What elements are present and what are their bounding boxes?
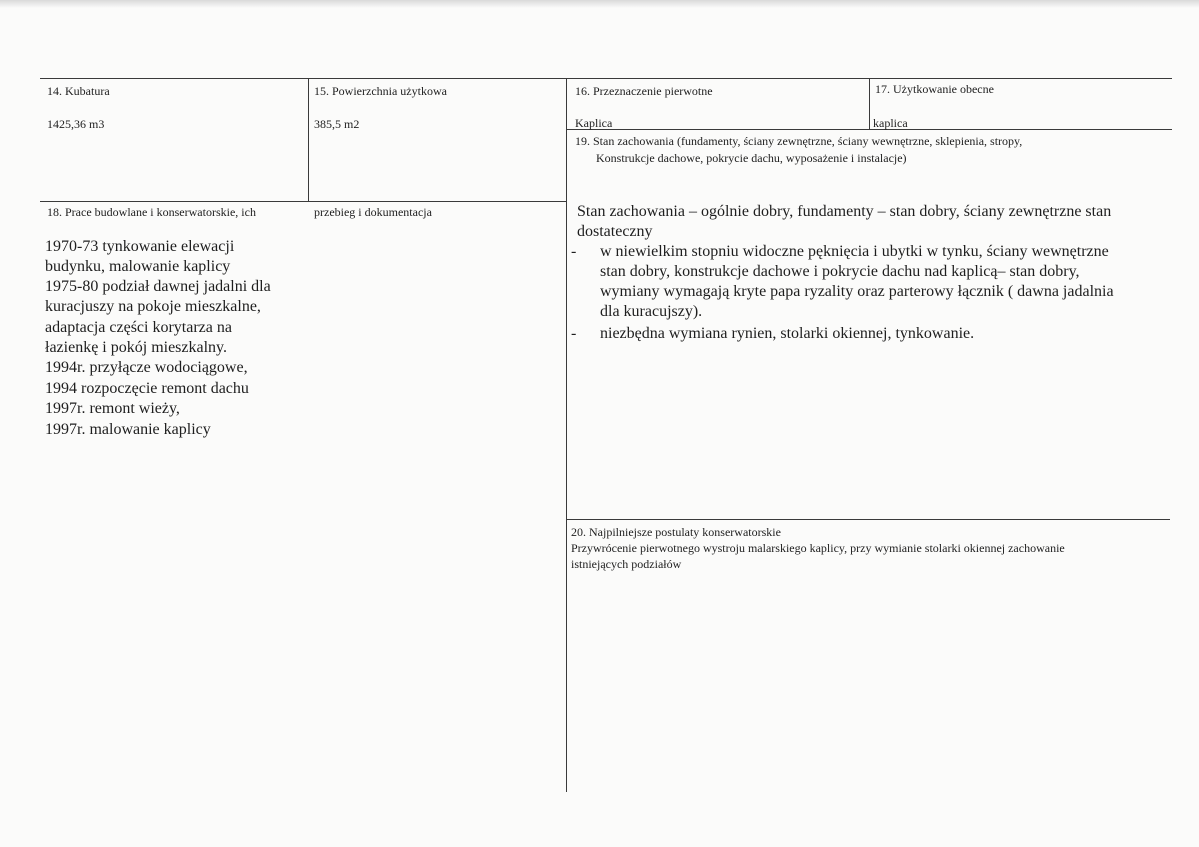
field-16-value: Kaplica [575,116,613,130]
row-divider-18 [40,201,566,202]
field-19-label-line1: 19. Stan zachowania (fundamenty, ściany zewnętrzne, ściany wewnętrzne, sklepienia, stropy, [575,134,1023,148]
field-18-line: 1975-80 podział dawnej jadalni dla [45,278,271,295]
field-18-line: adaptacja części korytarza na [45,319,232,336]
field-15-label: 15. Powierzchnia użytkowa [314,84,447,98]
field-18-line: 1994 rozpoczęcie remont dachu [45,380,249,397]
field-19-bullet-1 [571,242,1114,322]
field-19-intro-line1: Stan zachowania – ogólnie dobry, fundamenty – stan dobry, ściany zewnętrzne stan [577,203,1112,220]
field-18-line: 1997r. malowanie kaplicy [45,421,211,438]
field-19-bullet-2 [571,324,1114,344]
field-19-label-line2: Konstrukcje dachowe, pokrycie dachu, wyposażenie i instalacje) [596,151,907,165]
field-18-line: 1970-73 tynkowanie elewacji [45,238,235,255]
field-17-label: 17. Użytkowanie obecne [875,82,994,96]
field-20-label: 20. Najpilniejsze postulaty konserwatorskie [571,525,781,539]
field-17-value: kaplica [873,116,908,130]
bullet-1-line: wymiany wymagają kryte papa ryzality oraz parterowy łącznik ( dawna jadalnia [600,283,1114,300]
field-14-label: 14. Kubatura [47,84,110,98]
field-18-line: budynku, malowanie kaplicy [45,258,231,275]
field-14-value: 1425,36 m3 [47,117,105,131]
col-divider-14-15 [308,78,309,201]
field-18-line: łazienkę i pokój mieszkalny. [45,339,228,356]
row-divider-16-17 [566,129,1172,130]
field-18-label-part2: przebieg i dokumentacja [314,205,432,219]
field-15-value: 385,5 m2 [314,117,360,131]
bullet-1-line: dla kuracujszy). [600,303,703,320]
field-18-line: 1994r. przyłącze wodociągowe, [45,359,248,376]
field-18-line: 1997r. remont wieży, [45,400,180,417]
field-16-label: 16. Przeznaczenie pierwotne [575,84,713,98]
field-19-intro-line2: dostateczny [577,223,653,240]
field-18-line: kuracjuszy na pokoje mieszkalne, [45,298,261,315]
field-20-line1: Przywrócenie pierwotnego wystroju malarskiego kaplicy, przy wymianie stolarki okiennej zachowanie [571,541,1065,555]
field-20-line2: istniejących podziałów [571,557,682,571]
bullet-1-line: - w niewielkim stopniu widoczne pęknięcia i ubytki w tynku, ściany wewnętrzne [600,243,1109,260]
field-19-bullet-list [571,242,1114,344]
col-divider-16-17 [869,78,870,129]
table-top-border [40,78,1172,79]
scan-top-edge [0,0,1199,8]
bullet-2-text: - niezbędna wymiana rynien, stolarki okiennej, tynkowanie. [600,325,975,342]
col-divider-main [566,78,567,792]
bullet-1-line: stan dobry, konstrukcje dachowe i pokrycie dachu nad kaplicą– stan dobry, [600,263,1080,280]
field-18-label-part1: 18. Prace budowlane i konserwatorskie, ich [47,205,256,219]
row-divider-20 [566,519,1170,520]
